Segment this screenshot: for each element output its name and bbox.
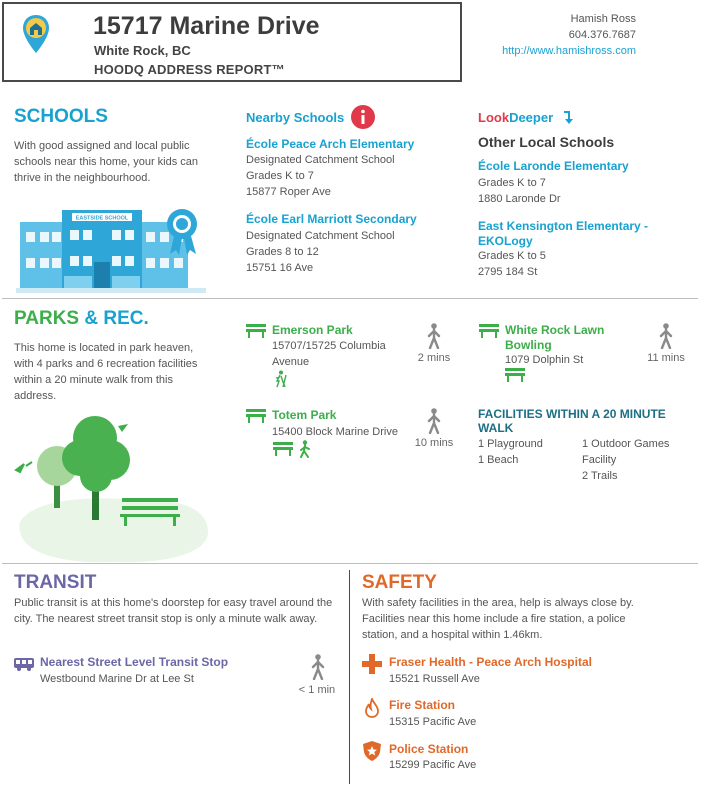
school-sign-text: EASTSIDE SCHOOL bbox=[75, 215, 129, 222]
school-name-link[interactable]: East Kensington Elementary - EKOLogy bbox=[478, 219, 649, 248]
police-badge-icon bbox=[363, 741, 381, 761]
safety-title: SAFETY bbox=[362, 572, 437, 593]
parks-title-b: & REC. bbox=[84, 308, 149, 329]
school-address: 2795 184 St bbox=[478, 266, 538, 278]
hospital-cross-icon bbox=[362, 654, 382, 674]
transit-description: Public transit is at this home's doorstep for easy travel around the city. The nearest street transit stop is only a minute walk away. bbox=[14, 597, 333, 625]
bench-icon bbox=[246, 324, 266, 338]
parks-description: This home is located in park heaven, with 4 parks and 6 recreation facilities within a 20 minute walk from this address. bbox=[14, 342, 198, 402]
bus-icon bbox=[14, 657, 34, 671]
school-name-link[interactable]: École Peace Arch Elementary bbox=[246, 137, 415, 151]
walk-time: 11 mins bbox=[647, 352, 685, 364]
school-grades: Grades K to 5 bbox=[478, 250, 546, 262]
school-grades: Grades K to 7 bbox=[246, 170, 314, 182]
arrow-down-icon[interactable] bbox=[562, 109, 576, 125]
park-address: 15400 Block Marine Drive bbox=[272, 426, 398, 438]
agent-website-link[interactable]: http://www.hamishross.com bbox=[502, 45, 636, 57]
playground-icon bbox=[298, 440, 312, 458]
column-divider bbox=[349, 570, 350, 784]
agent-name: Hamish Ross bbox=[570, 13, 636, 25]
look-deeper-look: Look bbox=[478, 110, 510, 125]
transit-title: TRANSIT bbox=[14, 572, 97, 593]
safety-description: With safety facilities in the area, help is always close by. Facilities near this home include a fire station, a police station, and a hospital within 1.46km. bbox=[362, 597, 634, 641]
safety-address: 15299 Pacific Ave bbox=[389, 759, 477, 771]
school-illustration bbox=[16, 200, 206, 294]
facility-item: 1 Beach bbox=[478, 454, 519, 466]
park-name-link[interactable]: Totem Park bbox=[272, 408, 337, 422]
schools-description: With good assigned and local public schools near this home, your kids can thrive in the neighbourhood. bbox=[14, 140, 199, 184]
house-pin-icon bbox=[22, 14, 50, 54]
safety-address: 15315 Pacific Ave bbox=[389, 716, 477, 728]
parks-title bbox=[14, 308, 149, 330]
school-address: 1880 Laronde Dr bbox=[478, 193, 561, 205]
transit-stop-heading[interactable]: Nearest Street Level Transit Stop bbox=[40, 655, 229, 669]
info-icon[interactable] bbox=[351, 105, 375, 129]
facilities-heading: FACILITIES WITHIN A 20 MINUTE WALK bbox=[478, 407, 666, 435]
walk-time: 10 mins bbox=[414, 437, 454, 449]
school-address: 15877 Roper Ave bbox=[246, 186, 331, 198]
safety-name-link[interactable]: Fire Station bbox=[389, 698, 456, 712]
bench-icon bbox=[505, 368, 525, 382]
facility-item: 2 Trails bbox=[582, 470, 618, 482]
school-name-link[interactable]: École Laronde Elementary bbox=[478, 159, 629, 173]
other-schools-heading: Other Local Schools bbox=[478, 134, 615, 150]
walker-icon bbox=[658, 323, 674, 349]
look-deeper-link[interactable] bbox=[478, 110, 553, 125]
safety-name-link[interactable]: Fraser Health - Peace Arch Hospital bbox=[389, 655, 592, 669]
agent-phone: 604.376.7687 bbox=[568, 29, 636, 41]
walk-time: < 1 min bbox=[298, 684, 336, 696]
school-grades: Grades 8 to 12 bbox=[246, 246, 319, 258]
transit-stop-address: Westbound Marine Dr at Lee St bbox=[40, 673, 194, 685]
city-label: White Rock, BC bbox=[94, 43, 191, 58]
park-address: 15707/15725 Columbia Avenue bbox=[272, 340, 386, 368]
parks-title-a: PARKS bbox=[14, 308, 80, 329]
hiking-icon bbox=[273, 370, 289, 388]
look-deeper-deeper: Deeper bbox=[509, 110, 554, 125]
section-divider bbox=[2, 298, 698, 299]
report-type-label: HOODQ ADDRESS REPORT™ bbox=[94, 62, 285, 77]
facility-item: 1 Playground bbox=[478, 438, 543, 450]
fire-icon bbox=[364, 698, 380, 718]
bench-icon bbox=[273, 442, 293, 456]
school-type: Designated Catchment School bbox=[246, 230, 395, 242]
park-illustration bbox=[14, 414, 210, 564]
walker-icon bbox=[426, 408, 442, 434]
park-address: 1079 Dolphin St bbox=[505, 354, 584, 366]
safety-name-link[interactable]: Police Station bbox=[389, 742, 469, 756]
nearby-schools-heading: Nearby Schools bbox=[246, 110, 345, 125]
walker-icon bbox=[310, 654, 326, 680]
park-name-link[interactable]: White Rock Lawn Bowling bbox=[505, 323, 605, 352]
school-address: 15751 16 Ave bbox=[246, 262, 314, 274]
walk-time: 2 mins bbox=[417, 352, 451, 364]
walker-icon bbox=[426, 323, 442, 349]
school-name-link[interactable]: École Earl Marriott Secondary bbox=[246, 212, 417, 226]
section-divider bbox=[2, 563, 698, 564]
park-name-link[interactable]: Emerson Park bbox=[272, 323, 353, 337]
school-grades: Grades K to 7 bbox=[478, 177, 546, 189]
page-title: 15717 Marine Drive bbox=[93, 12, 320, 40]
school-type: Designated Catchment School bbox=[246, 154, 395, 166]
schools-title: SCHOOLS bbox=[14, 106, 108, 127]
safety-address: 15521 Russell Ave bbox=[389, 673, 480, 685]
bench-icon bbox=[246, 409, 266, 423]
bench-icon bbox=[479, 324, 499, 338]
facility-item: 1 Outdoor Games Facility bbox=[582, 438, 670, 466]
